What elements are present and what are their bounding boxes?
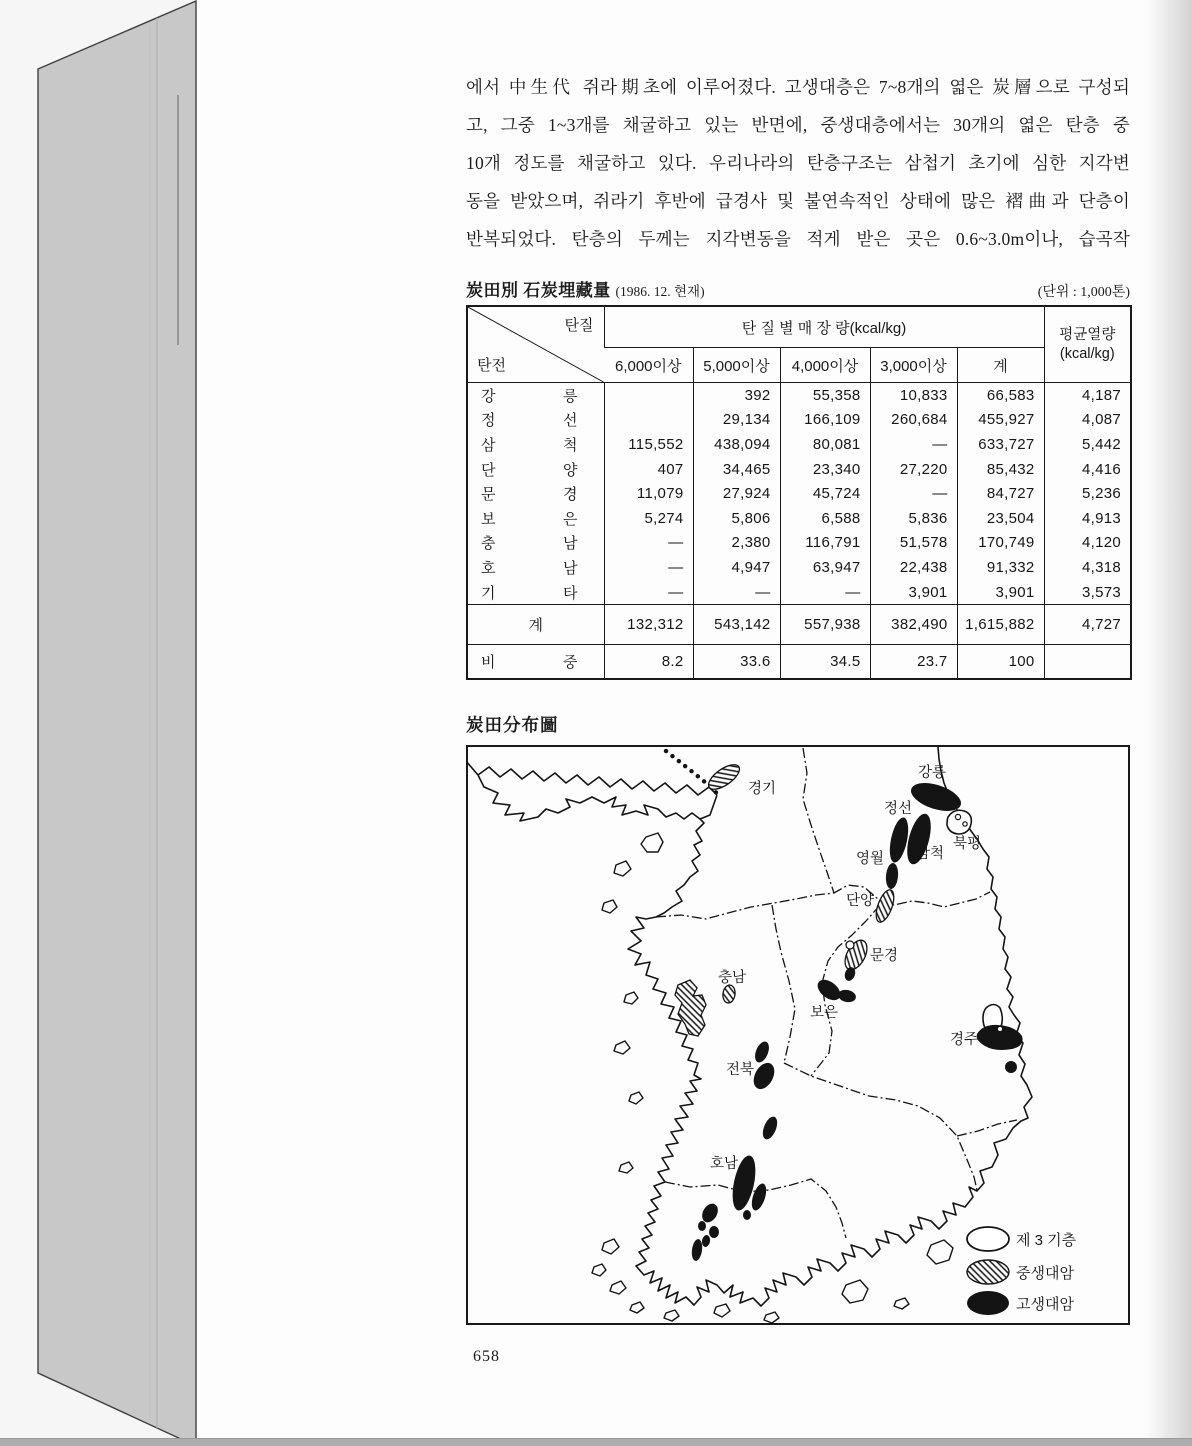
table-caption-row: [466, 276, 1130, 301]
table-row: [467, 432, 1131, 457]
value-cell: 557,938: [780, 605, 870, 645]
value-cell: 84,727: [957, 481, 1044, 506]
label-boeun: 보은: [810, 1005, 839, 1021]
legend-tertiary-symbol: [967, 1227, 1009, 1251]
value-cell: 91,332: [957, 555, 1044, 580]
body-paragraph: [466, 68, 1130, 258]
label-bukpyeong: 북평: [953, 836, 982, 852]
value-cell: 260,684: [870, 408, 957, 433]
region-char: 단: [481, 461, 496, 479]
legend-mesozoic-label: 중생대암: [1016, 1265, 1074, 1282]
value-cell: 4,120: [1044, 531, 1131, 556]
table-row: [467, 457, 1131, 482]
table-row: [467, 580, 1131, 605]
value-cell: 85,432: [957, 457, 1044, 482]
scan-bottom-strip: [0, 1438, 1192, 1446]
col-header: 6,000이상: [604, 348, 693, 383]
total-row: [467, 605, 1131, 645]
paragraph-line: 고, 그중 1~3개를 채굴하고 있는 반면에, 중생대층에서는 30개의 엷은 탄층 중: [466, 115, 1130, 135]
table-title-text: 炭田別 石炭埋藏量: [466, 281, 611, 300]
paragraph-line: 에서 中生代 쥐라期초에 이루어졌다. 고생대층은 7~8개의 엷은 炭層으로 구성되: [466, 77, 1130, 97]
legend-paleozoic-label: 고생대암: [1016, 1296, 1074, 1313]
value-cell: 22,438: [870, 555, 957, 580]
value-cell: 23,504: [957, 506, 1044, 531]
region-char: 충: [481, 535, 496, 553]
table-title: [466, 276, 705, 301]
value-cell: 34,465: [693, 457, 780, 482]
region-char: 보: [481, 510, 496, 528]
region-name-cell: [467, 580, 604, 605]
map-legend: [967, 1227, 1077, 1315]
value-cell: 10,833: [870, 383, 957, 408]
label-mungyeong: 문경: [870, 948, 899, 964]
table-row: [467, 383, 1131, 408]
value-cell: 4,947: [693, 555, 780, 580]
region-name-cell: [467, 506, 604, 531]
value-cell: 1,615,882: [957, 605, 1044, 645]
map-region-labels: [710, 763, 981, 1172]
region-char: 양: [563, 461, 578, 479]
avg-header-line2: (kcal/kg): [1059, 345, 1115, 362]
col-header: 3,000이상: [870, 348, 957, 383]
col-header: 계: [957, 348, 1044, 383]
value-cell: 407: [604, 457, 693, 482]
deposit-yeongwol: [885, 863, 899, 890]
avg-calorific-header: [1044, 306, 1131, 383]
value-cell: 5,236: [1044, 481, 1131, 506]
value-cell: 100: [957, 645, 1044, 680]
ratio-char: 중: [563, 654, 578, 672]
region-char: 선: [563, 412, 578, 430]
deposit-sw-3: [709, 1226, 719, 1238]
corner-label-coalfield: 탄전: [477, 357, 506, 374]
value-cell: 51,578: [870, 531, 957, 556]
table-row: [467, 531, 1131, 556]
value-cell: 382,490: [870, 605, 957, 645]
region-name-cell: [467, 408, 604, 433]
table-unit-note: (단위 : 1,000톤): [1037, 285, 1130, 300]
value-cell: 5,836: [870, 506, 957, 531]
value-cell: 23.7: [870, 645, 957, 680]
korea-coastline: [466, 747, 1032, 1306]
value-cell: 170,749: [957, 531, 1044, 556]
paragraph-line: 동을 받았으며, 쥐라기 후반에 급경사 및 불연속적인 상태에 많은 褶曲과 단층이: [466, 191, 1130, 211]
value-cell: 63,947: [780, 555, 870, 580]
ratio-row: [467, 645, 1131, 680]
value-cell: 633,727: [957, 432, 1044, 457]
region-char: 문: [481, 486, 496, 504]
value-cell: 132,312: [604, 605, 693, 645]
value-cell: 4,087: [1044, 408, 1131, 433]
region-char: 기: [481, 584, 496, 602]
gyeongju-white-dot: [997, 1026, 1002, 1031]
coal-reserves-table-wrap: [466, 305, 1132, 680]
value-cell: 34.5: [780, 645, 870, 680]
value-cell: 11,079: [604, 481, 693, 506]
value-cell: —: [604, 580, 693, 605]
region-name-cell: [467, 531, 604, 556]
paragraph-line: 반복되었다. 탄층의 두께는 지각변동을 적게 받은 곳은 0.6~3.0m이나, 습곡작: [466, 229, 1130, 249]
value-cell: 45,724: [780, 481, 870, 506]
value-cell: 543,142: [693, 605, 780, 645]
region-char: 남: [563, 535, 578, 553]
region-name-cell: [467, 383, 604, 408]
region-char: 경: [563, 486, 578, 504]
table-row: [467, 506, 1131, 531]
region-char: 은: [563, 510, 578, 528]
label-danyang: 단양: [846, 893, 875, 909]
deposit-chungnam-small: [722, 984, 736, 1003]
value-cell: 33.6: [693, 645, 780, 680]
region-char: 타: [563, 584, 578, 602]
legend-tertiary-label: 제 3 기층: [1016, 1232, 1077, 1249]
label-gyeongju: 경주: [950, 1032, 979, 1048]
value-cell: 80,081: [780, 432, 870, 457]
value-cell: 5,274: [604, 506, 693, 531]
value-cell: 392: [693, 383, 780, 408]
value-cell: 66,583: [957, 383, 1044, 408]
table-header-row: [467, 306, 1131, 348]
region-name-cell: [467, 481, 604, 506]
value-cell: —: [870, 481, 957, 506]
region-char: 정: [481, 412, 496, 430]
label-gyeonggi: 경기: [748, 781, 777, 797]
label-honam: 호남: [710, 1156, 739, 1172]
book-page-stack: [38, 1, 196, 1446]
value-cell: 116,791: [780, 531, 870, 556]
legend-paleozoic-symbol: [967, 1291, 1009, 1315]
region-char: 강: [481, 387, 496, 405]
deposit-gyeonggi: [705, 760, 744, 794]
value-cell: 4,318: [1044, 555, 1131, 580]
value-cell: 6,588: [780, 506, 870, 531]
label-chungnam: 충남: [718, 970, 747, 986]
value-cell: 115,552: [604, 432, 693, 457]
label-gangneung: 강릉: [918, 765, 947, 781]
value-cell: 455,927: [957, 408, 1044, 433]
value-cell: 4,416: [1044, 457, 1131, 482]
table-row: [467, 481, 1131, 506]
value-cell: 5,806: [693, 506, 780, 531]
deposit-mungyeong: [841, 937, 872, 974]
total-label: 계: [467, 605, 604, 645]
legend-mesozoic-symbol: [967, 1260, 1009, 1284]
region-char: 남: [563, 559, 578, 577]
region-char: 릉: [563, 387, 578, 405]
coal-reserves-table: [466, 305, 1132, 680]
table-row: [467, 408, 1131, 433]
deposit-bukpyeong: [947, 810, 971, 834]
deposit-sw-2: [698, 1221, 706, 1231]
deposit-sw-4: [701, 1234, 711, 1247]
region-char: 척: [563, 436, 578, 454]
label-samcheok: 삼척: [916, 846, 945, 862]
value-cell: —: [780, 580, 870, 605]
mungyeong-white-dot: [846, 941, 854, 949]
deposit-gyeongju-dot: [1005, 1061, 1017, 1073]
value-cell: 4,187: [1044, 383, 1131, 408]
value-cell: 27,924: [693, 481, 780, 506]
deposit-jeonbuk-1: [752, 1040, 771, 1065]
col-header: 5,000이상: [693, 348, 780, 383]
deposit-danyang: [873, 888, 898, 925]
region-name-cell: [467, 457, 604, 482]
ratio-label-cell: [467, 645, 604, 680]
value-cell: 166,109: [780, 408, 870, 433]
region-char: 호: [481, 559, 496, 577]
diagonal-corner-cell: [467, 306, 604, 383]
value-cell: —: [604, 531, 693, 556]
coalfield-distribution-map: [466, 745, 1130, 1325]
table-row: [467, 555, 1131, 580]
value-cell: 3,901: [870, 580, 957, 605]
deposit-boeun-1: [814, 976, 844, 1005]
deposit-boeun-2: [837, 988, 857, 1003]
label-yeongwol: 영월: [856, 851, 885, 867]
map-title: 炭田分布圖: [466, 715, 559, 735]
value-cell: 3,901: [957, 580, 1044, 605]
col-header: 4,000이상: [780, 348, 870, 383]
region-name-cell: [467, 555, 604, 580]
ratio-char: 비: [481, 654, 496, 672]
book-edge-graphic: [0, 0, 212, 1446]
value-cell: 2,380: [693, 531, 780, 556]
value-cell: 27,220: [870, 457, 957, 482]
value-cell: 55,358: [780, 383, 870, 408]
value-cell: 5,442: [1044, 432, 1131, 457]
value-cell: 4,727: [1044, 605, 1131, 645]
value-cell: —: [604, 555, 693, 580]
value-cell: 4,913: [1044, 506, 1131, 531]
avg-header-line1: 평균열량: [1059, 326, 1116, 343]
deposit-mid: [760, 1115, 780, 1142]
value-cell: [604, 383, 693, 408]
table-title-date-note: (1986. 12. 현재): [615, 284, 705, 299]
page-number: 658: [473, 1348, 500, 1365]
group-header-reserves-by-quality: 탄 질 별 매 장 량(kcal/kg): [604, 306, 1044, 348]
value-cell: —: [870, 432, 957, 457]
paragraph-line: 10개 정도를 채굴하고 있다. 우리나라의 탄층구조는 삼첩기 초기에 심한 지각변: [466, 153, 1130, 173]
deposit-honam-3: [743, 1210, 751, 1220]
value-cell: —: [693, 580, 780, 605]
region-char: 삼: [481, 436, 496, 454]
deposit-chungnam-large: [675, 980, 706, 1036]
label-jeongseon: 정선: [884, 801, 913, 817]
deposit-sw-5: [691, 1238, 704, 1261]
value-cell: 29,134: [693, 408, 780, 433]
value-cell: 23,340: [780, 457, 870, 482]
value-cell: 3,573: [1044, 580, 1131, 605]
value-cell: 438,094: [693, 432, 780, 457]
value-cell: [604, 408, 693, 433]
value-cell: 8.2: [604, 645, 693, 680]
value-cell: [1044, 645, 1131, 680]
region-name-cell: [467, 432, 604, 457]
corner-label-quality: 탄질: [564, 317, 594, 334]
label-jeonbuk: 전북: [726, 1062, 755, 1078]
